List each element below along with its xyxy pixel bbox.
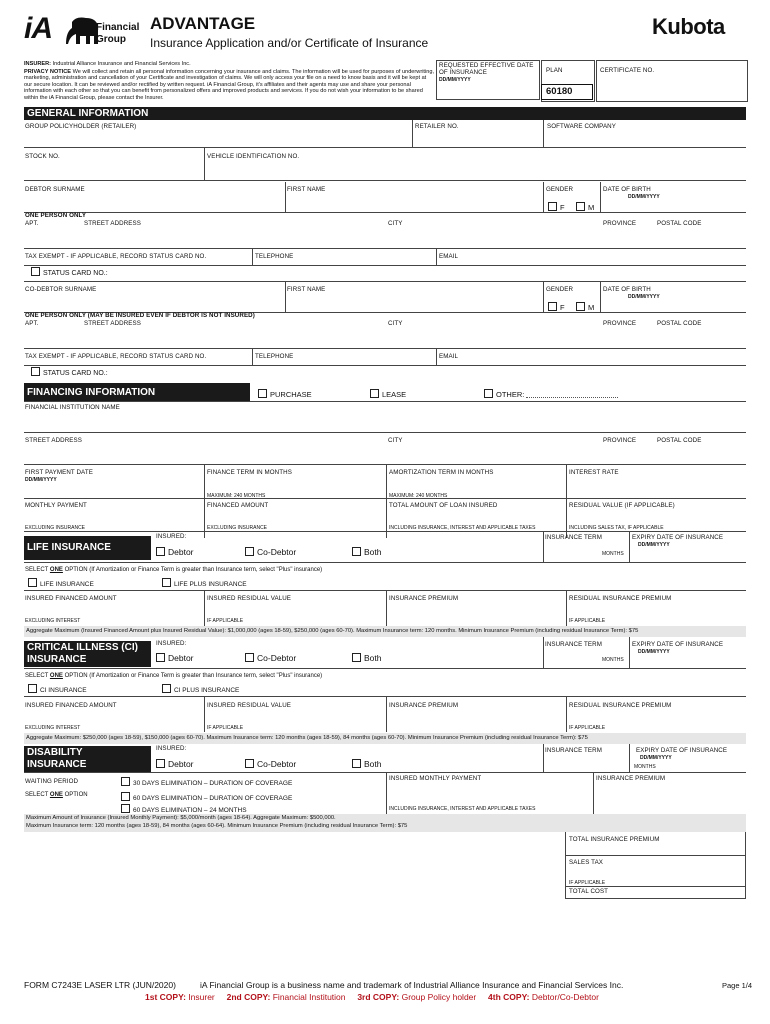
financed-amount-label: FINANCED AMOUNT bbox=[207, 502, 269, 509]
life-months: MONTHS bbox=[602, 551, 624, 557]
debtor-status-card[interactable]: STATUS CARD NO.: bbox=[31, 267, 108, 277]
codebtor-gender-f[interactable]: F bbox=[548, 302, 565, 312]
total-cost-label: TOTAL COST bbox=[569, 888, 609, 895]
page-subtitle: Insurance Application and/or Certificate of Insurance bbox=[150, 36, 429, 50]
life-option-2[interactable]: LIFE PLUS INSURANCE bbox=[162, 578, 247, 588]
checkbox-icon[interactable] bbox=[352, 653, 361, 662]
dis-codebtor-checkbox[interactable]: Co-Debtor bbox=[245, 759, 296, 769]
debtor-gender-f[interactable]: F bbox=[548, 202, 565, 212]
dis-max-note-1: Maximum Amount of Insurance (Insured Monthly Payment): $5,000/month (ages 18-64). Aggregate Maximum: $500,000. bbox=[26, 815, 336, 821]
other-checkbox[interactable]: OTHER: bbox=[484, 389, 524, 399]
dis-option-1[interactable]: 30 DAYS ELIMINATION – DURATION OF COVERAGE bbox=[121, 777, 292, 787]
life-insured-financed-label: INSURED FINANCED AMOUNT bbox=[25, 595, 117, 602]
debtor-street-label: STREET ADDRESS bbox=[84, 220, 141, 227]
debtor-province-label: PROVINCE bbox=[603, 220, 637, 227]
residual-value-label: RESIDUAL VALUE (IF APPLICABLE) bbox=[569, 502, 675, 509]
debtor-postal-label: POSTAL CODE bbox=[657, 220, 702, 227]
codebtor-tax-exempt-label: TAX EXEMPT - IF APPLICABLE, RECORD STATUS CARD NO. bbox=[25, 353, 207, 360]
checkbox-icon[interactable] bbox=[576, 302, 585, 311]
total-loan-label: TOTAL AMOUNT OF LOAN INSURED bbox=[389, 502, 498, 509]
ci-if-app-1: IF APPLICABLE bbox=[207, 725, 244, 731]
life-ins-term-label: INSURANCE TERM bbox=[545, 534, 602, 541]
checkbox-icon[interactable] bbox=[352, 547, 361, 556]
life-expiry-format: DD/MM/YYYY bbox=[638, 542, 670, 548]
dis-premium-label: INSURANCE PREMIUM bbox=[596, 775, 666, 782]
logo-group-text: Group bbox=[96, 34, 126, 45]
ci-if-app-2: IF APPLICABLE bbox=[569, 725, 606, 731]
codebtor-first-name-label: FIRST NAME bbox=[287, 286, 326, 293]
incl-ins: INCLUDING INSURANCE, INTEREST AND APPLICABLE TAXES bbox=[389, 525, 536, 531]
form-number: FORM C7243E LASER LTR (JUN/2020) bbox=[24, 980, 176, 990]
ci-insured-residual-label: INSURED RESIDUAL VALUE bbox=[207, 702, 292, 709]
debtor-first-name-label: FIRST NAME bbox=[287, 186, 326, 193]
page-number: Page 1/4 bbox=[722, 981, 753, 990]
dis-insured-label: INSURED: bbox=[156, 745, 187, 752]
debtor-apt-label: APT. bbox=[25, 220, 39, 227]
lease-checkbox[interactable]: LEASE bbox=[370, 389, 406, 399]
debtor-dob-label: DATE OF BIRTH bbox=[603, 186, 651, 193]
retailer-no-label: RETAILER NO. bbox=[415, 123, 459, 130]
first-payment-format: DD/MM/YYYY bbox=[25, 477, 57, 483]
checkbox-icon[interactable] bbox=[31, 367, 40, 376]
codebtor-surname-label: CO-DEBTOR SURNAME bbox=[25, 286, 97, 293]
max-finance-term: MAXIMUM: 240 MONTHS bbox=[207, 493, 266, 499]
fin-city-label: CITY bbox=[388, 437, 403, 444]
life-expiry-label: EXPIRY DATE OF INSURANCE bbox=[632, 534, 724, 541]
debtor-gender-m[interactable]: M bbox=[576, 202, 594, 212]
fin-province-label: PROVINCE bbox=[603, 437, 637, 444]
purchase-checkbox[interactable]: PURCHASE bbox=[258, 389, 312, 399]
checkbox-icon[interactable] bbox=[121, 777, 130, 786]
life-select-option: SELECT ONE OPTION (If Amortization or Finance Term is greater than Insurance term, select "Plus" insurance) bbox=[25, 567, 323, 573]
life-both-checkbox[interactable]: Both bbox=[352, 547, 382, 557]
checkbox-icon[interactable] bbox=[121, 792, 130, 801]
page-title: ADVANTAGE bbox=[150, 14, 256, 33]
life-excl-interest: EXCLUDING INTEREST bbox=[25, 618, 81, 624]
codebtor-city-label: CITY bbox=[388, 320, 403, 327]
ci-expiry-format: DD/MM/YYYY bbox=[638, 649, 670, 655]
copy-distribution: 1st COPY: Insurer 2nd COPY: Financial Institution 3rd COPY: Group Policy holder 4th COPY: Debtor/Co-Debtor bbox=[145, 992, 599, 1002]
general-information-header: GENERAL INFORMATION bbox=[24, 107, 746, 120]
checkbox-icon[interactable] bbox=[370, 389, 379, 398]
effective-date-label: REQUESTED EFFECTIVE DATE OF INSURANCE bbox=[439, 62, 534, 76]
dis-max-note-2: Maximum Insurance term: 120 months (ages 18-59), 84 months (ages 60-64). Minimum Insurance Premium (including residual Insurance Term): $75 bbox=[26, 823, 408, 829]
codebtor-status-card[interactable]: STATUS CARD NO.: bbox=[31, 367, 108, 377]
checkbox-icon[interactable] bbox=[156, 759, 165, 768]
debtor-telephone-label: TELEPHONE bbox=[255, 253, 294, 260]
incl-sales: INCLUDING SALES TAX, IF APPLICABLE bbox=[569, 525, 664, 531]
dis-months: MONTHS bbox=[634, 764, 656, 770]
privacy-notice bbox=[24, 69, 434, 101]
ci-option-1[interactable]: CI INSURANCE bbox=[28, 684, 87, 694]
life-premium-label: INSURANCE PREMIUM bbox=[389, 595, 459, 602]
codebtor-dob-format: DD/MM/YYYY bbox=[628, 294, 660, 300]
dis-debtor-checkbox[interactable]: Debtor bbox=[156, 759, 194, 769]
total-premium-label: TOTAL INSURANCE PREMIUM bbox=[569, 836, 660, 843]
excl-ins-1: EXCLUDING INSURANCE bbox=[25, 525, 86, 531]
ci-premium-label: INSURANCE PREMIUM bbox=[389, 702, 459, 709]
codebtor-telephone-label: TELEPHONE bbox=[255, 353, 294, 360]
checkbox-icon[interactable] bbox=[548, 202, 557, 211]
ci-ins-term-label: INSURANCE TERM bbox=[545, 641, 602, 648]
first-payment-label: FIRST PAYMENT DATE bbox=[25, 469, 93, 476]
debtor-city-label: CITY bbox=[388, 220, 403, 227]
ci-insured-financed-label: INSURED FINANCED AMOUNT bbox=[25, 702, 117, 709]
life-insurance-header: LIFE INSURANCE bbox=[24, 536, 151, 560]
dis-select-option: SELECT ONE OPTION bbox=[25, 792, 88, 798]
life-option-1[interactable]: LIFE INSURANCE bbox=[28, 578, 94, 588]
dis-expiry-format: DD/MM/YYYY bbox=[640, 755, 672, 761]
ci-codebtor-checkbox[interactable]: Co-Debtor bbox=[245, 653, 296, 663]
life-res-premium-label: RESIDUAL INSURANCE PREMIUM bbox=[569, 595, 672, 602]
amort-term-label: AMORTIZATION TERM IN MONTHS bbox=[389, 469, 494, 476]
dis-ins-term-label: INSURANCE TERM bbox=[545, 747, 602, 754]
dis-monthly-payment-label: INSURED MONTHLY PAYMENT bbox=[389, 775, 482, 782]
checkbox-icon[interactable] bbox=[121, 804, 130, 813]
ci-debtor-checkbox[interactable]: Debtor bbox=[156, 653, 194, 663]
ci-option-2[interactable]: CI PLUS INSURANCE bbox=[162, 684, 239, 694]
fin-street-label: STREET ADDRESS bbox=[25, 437, 82, 444]
checkbox-icon[interactable] bbox=[156, 653, 165, 662]
checkbox-icon[interactable] bbox=[28, 684, 37, 693]
checkbox-icon[interactable] bbox=[484, 389, 493, 398]
privacy-label: PRIVACY NOTICE bbox=[24, 69, 72, 75]
codebtor-email-label: EMAIL bbox=[439, 353, 459, 360]
vin-label: VEHICLE IDENTIFICATION NO. bbox=[207, 153, 300, 160]
codebtor-postal-label: POSTAL CODE bbox=[657, 320, 702, 327]
life-debtor-checkbox[interactable]: Debtor bbox=[156, 547, 194, 557]
insurer-name: Industrial Alliance Insurance and Financial Services Inc. bbox=[52, 61, 191, 67]
certificate-label: CERTIFICATE NO. bbox=[600, 67, 655, 74]
ci-header-line2: INSURANCE bbox=[27, 654, 87, 665]
logo-ia-text: iA bbox=[24, 12, 52, 45]
logo-financial-text: Financial bbox=[96, 22, 140, 33]
ci-expiry-label: EXPIRY DATE OF INSURANCE bbox=[632, 641, 724, 648]
life-aggregate-note: Aggregate Maximum (Insured Financed Amount plus Insured Residual Value): $1,000,000 (ages 18-59), $250,000 (ages 60-70). Maximum Insurance term: 120 months. Minimum Insurance Premium (including residual Insurance Term): $75 bbox=[26, 628, 639, 634]
debtor-surname-label: DEBTOR SURNAME bbox=[25, 186, 85, 193]
fin-postal-label: POSTAL CODE bbox=[657, 437, 702, 444]
debtor-gender-label: GENDER bbox=[546, 186, 574, 193]
excl-ins-2: EXCLUDING INSURANCE bbox=[207, 525, 268, 531]
debtor-dob-format: DD/MM/YYYY bbox=[628, 194, 660, 200]
checkbox-icon[interactable] bbox=[245, 759, 254, 768]
codebtor-gender-m[interactable]: M bbox=[576, 302, 594, 312]
plan-label: PLAN bbox=[546, 67, 563, 74]
institution-label: FINANCIAL INSTITUTION NAME bbox=[25, 404, 120, 411]
disability-header bbox=[24, 746, 151, 772]
kubota-logo: Kubota bbox=[652, 14, 725, 39]
trademark-notice: iA Financial Group is a business name and trademark of Industrial Alliance Insurance and Financial Services Inc. bbox=[200, 980, 624, 990]
sales-tax-label: SALES TAX bbox=[569, 859, 604, 866]
checkbox-icon[interactable] bbox=[352, 759, 361, 768]
max-amort-term: MAXIMUM: 240 MONTHS bbox=[389, 493, 448, 499]
critical-illness-header bbox=[24, 641, 151, 667]
checkbox-icon[interactable] bbox=[245, 653, 254, 662]
other-input[interactable] bbox=[526, 397, 618, 398]
checkbox-icon[interactable] bbox=[31, 267, 40, 276]
checkbox-icon[interactable] bbox=[548, 302, 557, 311]
group-policyholder-label: GROUP POLICYHOLDER (RETAILER) bbox=[25, 123, 137, 130]
disability-header-line2: INSURANCE bbox=[27, 759, 87, 770]
dis-option-2[interactable]: 60 DAYS ELIMINATION – DURATION OF COVERAGE bbox=[121, 792, 292, 802]
monthly-payment-label: MONTHLY PAYMENT bbox=[25, 502, 87, 509]
effective-date-format: DD/MM/YYYY bbox=[439, 77, 471, 83]
dis-expiry-label: EXPIRY DATE OF INSURANCE bbox=[636, 747, 728, 754]
life-insured-label: INSURED: bbox=[156, 533, 187, 540]
ci-aggregate-note: Aggregate Maximum: $250,000 (ages 18-59), $150,000 (ages 60-70). Maximum Insurance term: 120 months (ages 18-59), 84 months (ages 60-70). Minimum Insurance Premium (including residual Insurance Term): $75 bbox=[26, 735, 588, 741]
codebtor-gender-label: GENDER bbox=[546, 286, 574, 293]
dis-incl: INCLUDING INSURANCE, INTEREST AND APPLICABLE TAXES bbox=[389, 806, 536, 812]
codebtor-province-label: PROVINCE bbox=[603, 320, 637, 327]
one-person-label: ONE PERSON ONLY bbox=[25, 212, 87, 219]
codebtor-apt-label: APT. bbox=[25, 320, 39, 327]
dis-both-checkbox[interactable]: Both bbox=[352, 759, 382, 769]
interest-rate-label: INTEREST RATE bbox=[569, 469, 619, 476]
stock-no-label: STOCK NO. bbox=[25, 153, 60, 160]
life-if-app-2: IF APPLICABLE bbox=[569, 618, 606, 624]
waiting-period-label: WAITING PERIOD bbox=[25, 778, 79, 785]
dis-option-3[interactable]: 60 DAYS ELIMINATION – 24 MONTHS bbox=[121, 804, 247, 814]
ci-months: MONTHS bbox=[602, 657, 624, 663]
privacy-text: We will collect and retain all personal information concerning your insurance and claims. The information will be used for purposes of underwriting, marketing, administration and cancellation of your Certificate and investigation of claims. We will only access your file on a need to know basis and it will be kept at our secure location. It can be reviewed and/or rectified by written request. iA Financial Group, it's affiliates and their agents may use and share your personal information with each other so that you can benefit from personalized offers and improved products and services. If you do not wish your information to be shared within the iA Financial Group, please contact the Insurer. bbox=[24, 69, 435, 101]
life-if-app-1: IF APPLICABLE bbox=[207, 618, 244, 624]
checkbox-icon[interactable] bbox=[576, 202, 585, 211]
debtor-tax-exempt-label: TAX EXEMPT - IF APPLICABLE, RECORD STATUS CARD NO. bbox=[25, 253, 207, 260]
ci-both-checkbox[interactable]: Both bbox=[352, 653, 382, 663]
life-codebtor-checkbox[interactable]: Co-Debtor bbox=[245, 547, 296, 557]
codebtor-street-label: STREET ADDRESS bbox=[84, 320, 141, 327]
disability-header-line1: DISABILITY bbox=[27, 747, 83, 758]
life-insured-residual-label: INSURED RESIDUAL VALUE bbox=[207, 595, 292, 602]
finance-term-label: FINANCE TERM IN MONTHS bbox=[207, 469, 292, 476]
checkbox-icon[interactable] bbox=[258, 389, 267, 398]
checkbox-icon[interactable] bbox=[162, 684, 171, 693]
insurer-line bbox=[24, 61, 191, 67]
insurer-label: INSURER: bbox=[24, 61, 52, 67]
checkbox-icon[interactable] bbox=[156, 547, 165, 556]
ci-res-premium-label: RESIDUAL INSURANCE PREMIUM bbox=[569, 702, 672, 709]
checkbox-icon[interactable] bbox=[162, 578, 171, 587]
codebtor-dob-label: DATE OF BIRTH bbox=[603, 286, 651, 293]
one-person-co-label: ONE PERSON ONLY (MAY BE INSURED EVEN IF DEBTOR IS NOT INSURED) bbox=[25, 312, 255, 319]
plan-value: 60180 bbox=[546, 86, 573, 97]
software-company-label: SOFTWARE COMPANY bbox=[547, 123, 616, 130]
ci-header-line1: CRITICAL ILLNESS (CI) bbox=[27, 642, 138, 653]
ci-select-option: SELECT ONE OPTION (If Amortization or Finance Term is greater than Insurance term, select "Plus" insurance) bbox=[25, 673, 323, 679]
sales-tax-if-applicable: IF APPLICABLE bbox=[569, 880, 606, 886]
debtor-email-label: EMAIL bbox=[439, 253, 459, 260]
checkbox-icon[interactable] bbox=[28, 578, 37, 587]
financing-information-header: FINANCING INFORMATION bbox=[24, 383, 250, 401]
ci-insured-label: INSURED: bbox=[156, 640, 187, 647]
checkbox-icon[interactable] bbox=[245, 547, 254, 556]
ci-excl-interest: EXCLUDING INTEREST bbox=[25, 725, 81, 731]
